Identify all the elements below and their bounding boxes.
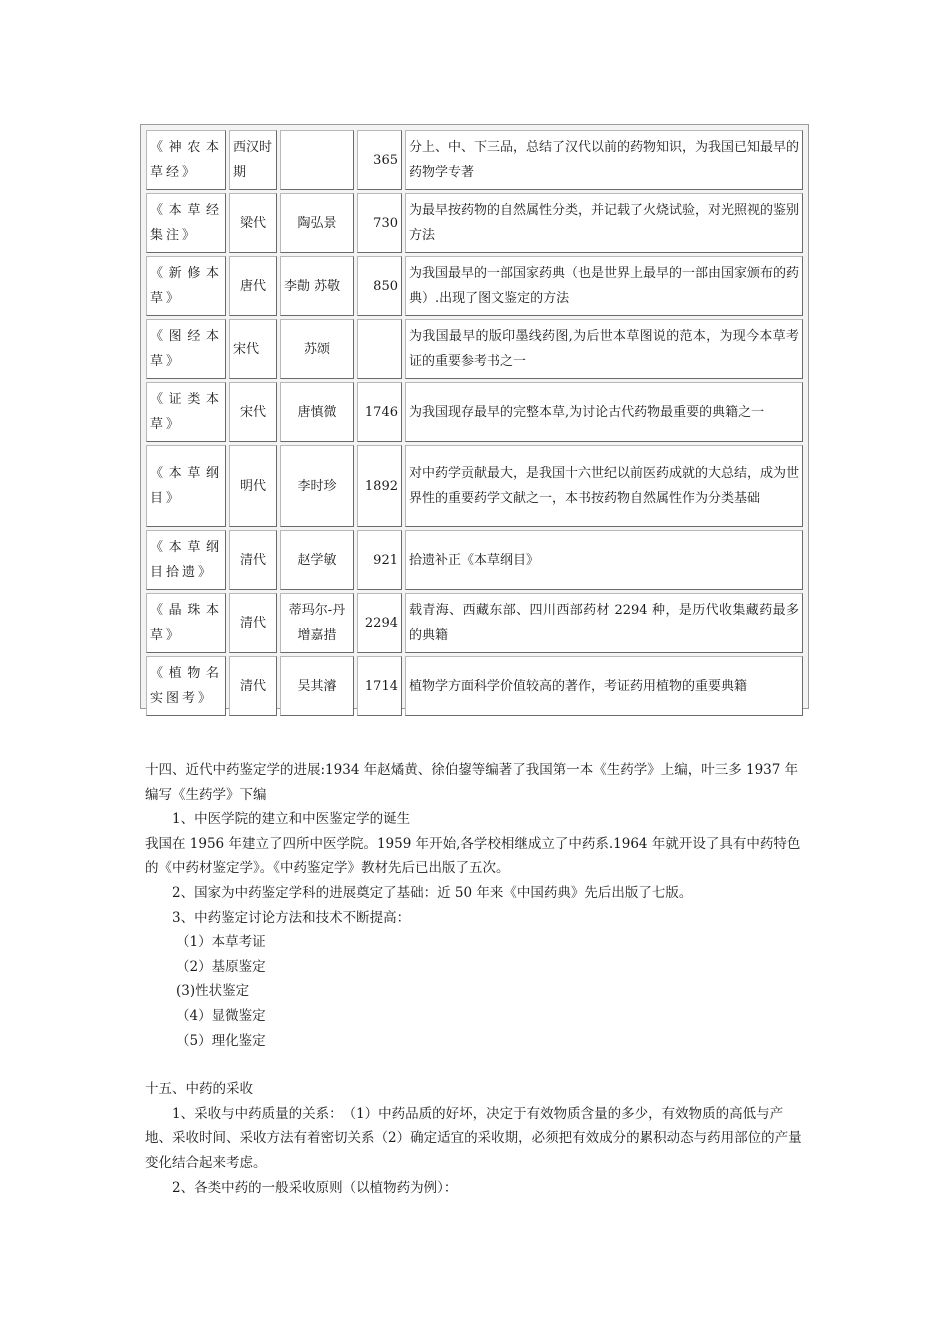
section-14-item-1-body: 我国在 1956 年建立了四所中医学院。1959 年开始,各学校相继成立了中药系.1964 年就开设了具有中药特色的《中药材鉴定学》。《中药鉴定学》教材先后已出版了五次。 xyxy=(145,835,801,877)
author-cell: 赵学敏 xyxy=(280,530,354,590)
book-title-cell: 《植物名实图考》 xyxy=(146,656,226,716)
classics-table xyxy=(143,127,806,719)
table-row xyxy=(146,530,803,590)
table-row xyxy=(146,656,803,716)
section-14-heading: 十四、近代中药鉴定学的进展:1934 年赵燏黄、徐伯鋆等编著了我国第一本《生药学》上编，叶三多 1937 年编写《生药学》下编 xyxy=(145,762,799,803)
book-title-cell: 《本草纲目拾遗》 xyxy=(146,530,226,590)
book-title-cell: 《证类本草》 xyxy=(146,382,226,442)
body-text xyxy=(145,758,807,1200)
herb-count-cell xyxy=(357,319,402,379)
method-item: （4）显微鉴定 xyxy=(176,1007,266,1024)
era-cell: 宋代 xyxy=(229,319,277,379)
author-cell: 李勣 苏敬 xyxy=(280,256,354,316)
era-cell xyxy=(229,193,277,253)
author-cell: 吴其濬 xyxy=(280,656,354,716)
description-cell: 载青海、西藏东部、四川西部药材 2294 种，是历代收集藏药最多的典籍 xyxy=(405,593,803,653)
herb-count-cell: 1892 xyxy=(357,445,402,527)
herb-count-cell: 1714 xyxy=(357,656,402,716)
method-item: （5）理化鉴定 xyxy=(176,1032,266,1049)
herb-count-cell: 730 xyxy=(357,193,402,253)
book-title-cell: 《本草经集注》 xyxy=(146,193,226,253)
description-cell: 植物学方面科学价值较高的著作，考证药用植物的重要典籍 xyxy=(405,656,803,716)
era-text: 梁代 xyxy=(239,215,266,231)
era-cell xyxy=(229,656,277,716)
method-item: (3)性状鉴定 xyxy=(176,983,250,1000)
era-cell: 西汉时期 xyxy=(229,130,277,190)
herb-count-cell: 1746 xyxy=(357,382,402,442)
table-row xyxy=(146,130,803,190)
era-text: 清代 xyxy=(239,678,266,694)
author-cell xyxy=(280,130,354,190)
section-14-item-2: 2、国家为中药鉴定学科的进展奠定了基础：近 50 年来《中国药典》先后出版了七版。 xyxy=(172,884,693,901)
table-row xyxy=(146,319,803,379)
method-item: （1）本草考证 xyxy=(176,934,266,951)
era-text: 清代 xyxy=(239,615,266,631)
description-cell: 对中药学贡献最大，是我国十六世纪以前医药成就的大总结，成为世界性的重要药学文献之一，本书按药物自然属性作为分类基础 xyxy=(405,445,803,527)
book-title-cell: 《晶珠本草》 xyxy=(146,593,226,653)
table-row xyxy=(146,256,803,316)
era-text: 清代 xyxy=(239,552,266,568)
table-row xyxy=(146,382,803,442)
table-row xyxy=(146,193,803,253)
herb-count-cell: 850 xyxy=(357,256,402,316)
author-cell: 苏颂 xyxy=(280,319,354,379)
era-text: 明代 xyxy=(239,478,266,494)
herbal-classics-table xyxy=(140,124,809,709)
section-14-item-1: 1、中医学院的建立和中医鉴定学的诞生 xyxy=(172,811,411,828)
section-14-item-3: 3、中药鉴定讨论方法和技术不断提高： xyxy=(172,909,411,926)
book-title-cell: 《神农本草经》 xyxy=(146,130,226,190)
description-cell: 为我国现存最早的完整本草,为讨论古代药物最重要的典籍之一 xyxy=(405,382,803,442)
era-cell xyxy=(229,256,277,316)
description-cell: 为我国最早的一部国家药典（也是世界上最早的一部由国家颁布的药典）.出现了图文鉴定的方法 xyxy=(405,256,803,316)
author-cell: 蒂玛尔-丹增嘉措 xyxy=(280,593,354,653)
book-title-cell: 《图经本草》 xyxy=(146,319,226,379)
era-cell xyxy=(229,530,277,590)
era-cell xyxy=(229,382,277,442)
book-title-cell: 《本草纲目》 xyxy=(146,445,226,527)
era-text: 唐代 xyxy=(239,278,266,294)
herb-count-cell: 2294 xyxy=(357,593,402,653)
author-cell: 李时珍 xyxy=(280,445,354,527)
herb-count-cell: 921 xyxy=(357,530,402,590)
table-row xyxy=(146,445,803,527)
author-cell: 唐慎微 xyxy=(280,382,354,442)
era-cell xyxy=(229,593,277,653)
table-row xyxy=(146,593,803,653)
spacer xyxy=(145,1053,807,1077)
section-15-item-2: 2、各类中药的一般采收原则（以植物药为例）： xyxy=(172,1179,458,1196)
herb-count-cell: 365 xyxy=(357,130,402,190)
section-15-heading: 十五、中药的采收 xyxy=(145,1081,253,1098)
era-cell xyxy=(229,445,277,527)
description-cell: 分上、中、下三品，总结了汉代以前的药物知识，为我国已知最早的药物学专著 xyxy=(405,130,803,190)
era-text: 宋代 xyxy=(239,404,266,420)
description-cell: 为最早按药物的自然属性分类，并记载了火烧试验，对光照视的鉴别方法 xyxy=(405,193,803,253)
method-item: （2）基原鉴定 xyxy=(176,958,266,975)
description-cell: 拾遗补正《本草纲目》 xyxy=(405,530,803,590)
description-cell: 为我国最早的版印墨线药图,为后世本草图说的范本，为现今本草考证的重要参考书之一 xyxy=(405,319,803,379)
section-15-item-1: 1、采收与中药质量的关系： （1）中药品质的好坏，决定于有效物质含量的多少，有效物质的高低与产地、采收时间、采收方法有着密切关系（2）确定适宜的采收期，必须把有效成分的累积动态与药用部位的产量变化结合起来考虑。 xyxy=(145,1105,802,1171)
author-cell: 陶弘景 xyxy=(280,193,354,253)
book-title-cell: 《新修本草》 xyxy=(146,256,226,316)
